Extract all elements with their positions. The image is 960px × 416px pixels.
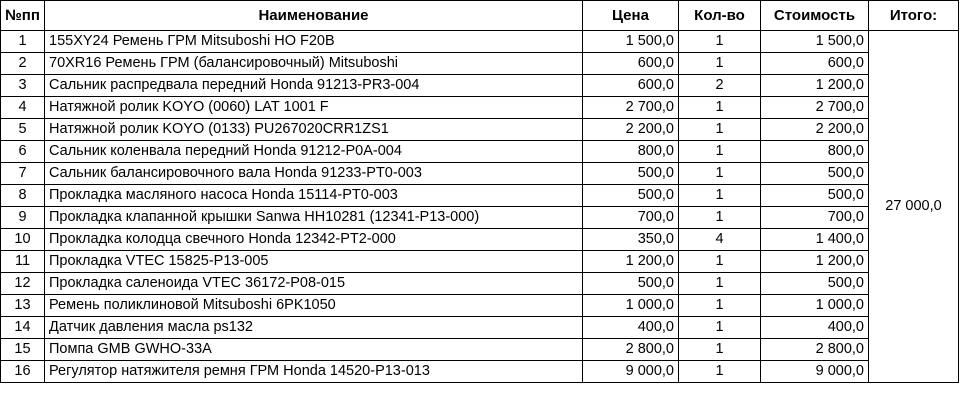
cell-number: 1 — [1, 31, 45, 53]
cell-number: 12 — [1, 273, 45, 295]
cell-cost: 800,0 — [761, 141, 869, 163]
cell-cost: 500,0 — [761, 273, 869, 295]
table-row — [1, 295, 959, 317]
cell-name: Сальник коленвала передний Honda 91212-P0A-004 — [45, 141, 583, 163]
table-row — [1, 273, 959, 295]
column-header-name: Наименование — [45, 1, 583, 31]
cell-quantity: 1 — [679, 97, 761, 119]
table-row — [1, 97, 959, 119]
cell-cost: 500,0 — [761, 163, 869, 185]
table-row — [1, 53, 959, 75]
table-row — [1, 119, 959, 141]
table-row — [1, 229, 959, 251]
cell-quantity: 1 — [679, 31, 761, 53]
table-row — [1, 251, 959, 273]
table-row — [1, 361, 959, 383]
cell-cost: 1 400,0 — [761, 229, 869, 251]
table-row — [1, 317, 959, 339]
cell-name: Прокладка масляного насоса Honda 15114-PT0-003 — [45, 185, 583, 207]
cell-quantity: 1 — [679, 273, 761, 295]
cell-quantity: 1 — [679, 361, 761, 383]
cell-number: 2 — [1, 53, 45, 75]
cell-quantity: 1 — [679, 185, 761, 207]
table-row — [1, 163, 959, 185]
cell-cost: 2 200,0 — [761, 119, 869, 141]
table-row — [1, 75, 959, 97]
column-header-cost: Стоимость — [761, 1, 869, 31]
cell-cost: 1 500,0 — [761, 31, 869, 53]
column-header-total: Итого: — [869, 1, 959, 31]
grand-total-value: 27 000,0 — [869, 31, 959, 383]
cell-quantity: 1 — [679, 163, 761, 185]
table-row — [1, 141, 959, 163]
cell-price: 700,0 — [583, 207, 679, 229]
cell-quantity: 1 — [679, 339, 761, 361]
cell-price: 600,0 — [583, 75, 679, 97]
cell-price: 1 000,0 — [583, 295, 679, 317]
cell-cost: 1 200,0 — [761, 251, 869, 273]
cell-price: 2 700,0 — [583, 97, 679, 119]
cell-cost: 1 000,0 — [761, 295, 869, 317]
cell-number: 10 — [1, 229, 45, 251]
cell-price: 2 200,0 — [583, 119, 679, 141]
cell-number: 7 — [1, 163, 45, 185]
cell-name: 70XR16 Ремень ГРМ (балансировочный) Mitsuboshi — [45, 53, 583, 75]
column-header-price: Цена — [583, 1, 679, 31]
column-header-number: №пп — [1, 1, 45, 31]
cell-quantity: 1 — [679, 141, 761, 163]
cell-cost: 400,0 — [761, 317, 869, 339]
cell-price: 500,0 — [583, 185, 679, 207]
cell-quantity: 1 — [679, 119, 761, 141]
cell-price: 800,0 — [583, 141, 679, 163]
cell-number: 11 — [1, 251, 45, 273]
cell-quantity: 4 — [679, 229, 761, 251]
cell-name: 155XY24 Ремень ГРМ Mitsuboshi HO F20B — [45, 31, 583, 53]
cell-quantity: 1 — [679, 317, 761, 339]
cell-price: 2 800,0 — [583, 339, 679, 361]
cell-price: 350,0 — [583, 229, 679, 251]
cell-name: Датчик давления масла ps132 — [45, 317, 583, 339]
table-row — [1, 31, 959, 53]
cell-price: 9 000,0 — [583, 361, 679, 383]
cell-quantity: 2 — [679, 75, 761, 97]
table-body — [1, 31, 959, 383]
cell-name: Прокладка VTEC 15825-P13-005 — [45, 251, 583, 273]
cell-number: 3 — [1, 75, 45, 97]
cell-number: 8 — [1, 185, 45, 207]
cell-price: 400,0 — [583, 317, 679, 339]
cell-price: 500,0 — [583, 163, 679, 185]
cell-number: 16 — [1, 361, 45, 383]
cell-name: Регулятор натяжителя ремня ГРМ Honda 14520-P13-013 — [45, 361, 583, 383]
table-header-row — [1, 1, 959, 31]
cell-name: Прокладка клапанной крышки Sanwa HH10281 (12341-P13-000) — [45, 207, 583, 229]
table-row — [1, 207, 959, 229]
table-header — [1, 1, 959, 31]
cell-price: 500,0 — [583, 273, 679, 295]
cell-number: 13 — [1, 295, 45, 317]
cell-cost: 2 800,0 — [761, 339, 869, 361]
cell-price: 600,0 — [583, 53, 679, 75]
cell-name: Прокладка саленоида VTEC 36172-P08-015 — [45, 273, 583, 295]
cell-quantity: 1 — [679, 53, 761, 75]
cell-name: Сальник балансировочного вала Honda 91233-PT0-003 — [45, 163, 583, 185]
cell-number: 5 — [1, 119, 45, 141]
cell-name: Натяжной ролик KOYO (0133) PU267020CRR1ZS1 — [45, 119, 583, 141]
cell-number: 14 — [1, 317, 45, 339]
cell-price: 1 500,0 — [583, 31, 679, 53]
cell-cost: 1 200,0 — [761, 75, 869, 97]
cell-name: Ремень поликлиновой Mitsuboshi 6PK1050 — [45, 295, 583, 317]
cell-name: Сальник распредвала передний Honda 91213-PR3-004 — [45, 75, 583, 97]
cell-name: Прокладка колодца свечного Honda 12342-PT2-000 — [45, 229, 583, 251]
cell-cost: 600,0 — [761, 53, 869, 75]
cell-number: 9 — [1, 207, 45, 229]
cell-cost: 500,0 — [761, 185, 869, 207]
table-row — [1, 339, 959, 361]
cell-quantity: 1 — [679, 295, 761, 317]
cell-quantity: 1 — [679, 251, 761, 273]
cell-cost: 9 000,0 — [761, 361, 869, 383]
cell-number: 15 — [1, 339, 45, 361]
column-header-quantity: Кол-во — [679, 1, 761, 31]
cell-price: 1 200,0 — [583, 251, 679, 273]
cell-number: 4 — [1, 97, 45, 119]
cell-cost: 700,0 — [761, 207, 869, 229]
cell-quantity: 1 — [679, 207, 761, 229]
cell-cost: 2 700,0 — [761, 97, 869, 119]
table-row — [1, 185, 959, 207]
cell-name: Помпа GMB GWHO-33A — [45, 339, 583, 361]
cell-name: Натяжной ролик KOYO (0060) LAT 1001 F — [45, 97, 583, 119]
cell-number: 6 — [1, 141, 45, 163]
